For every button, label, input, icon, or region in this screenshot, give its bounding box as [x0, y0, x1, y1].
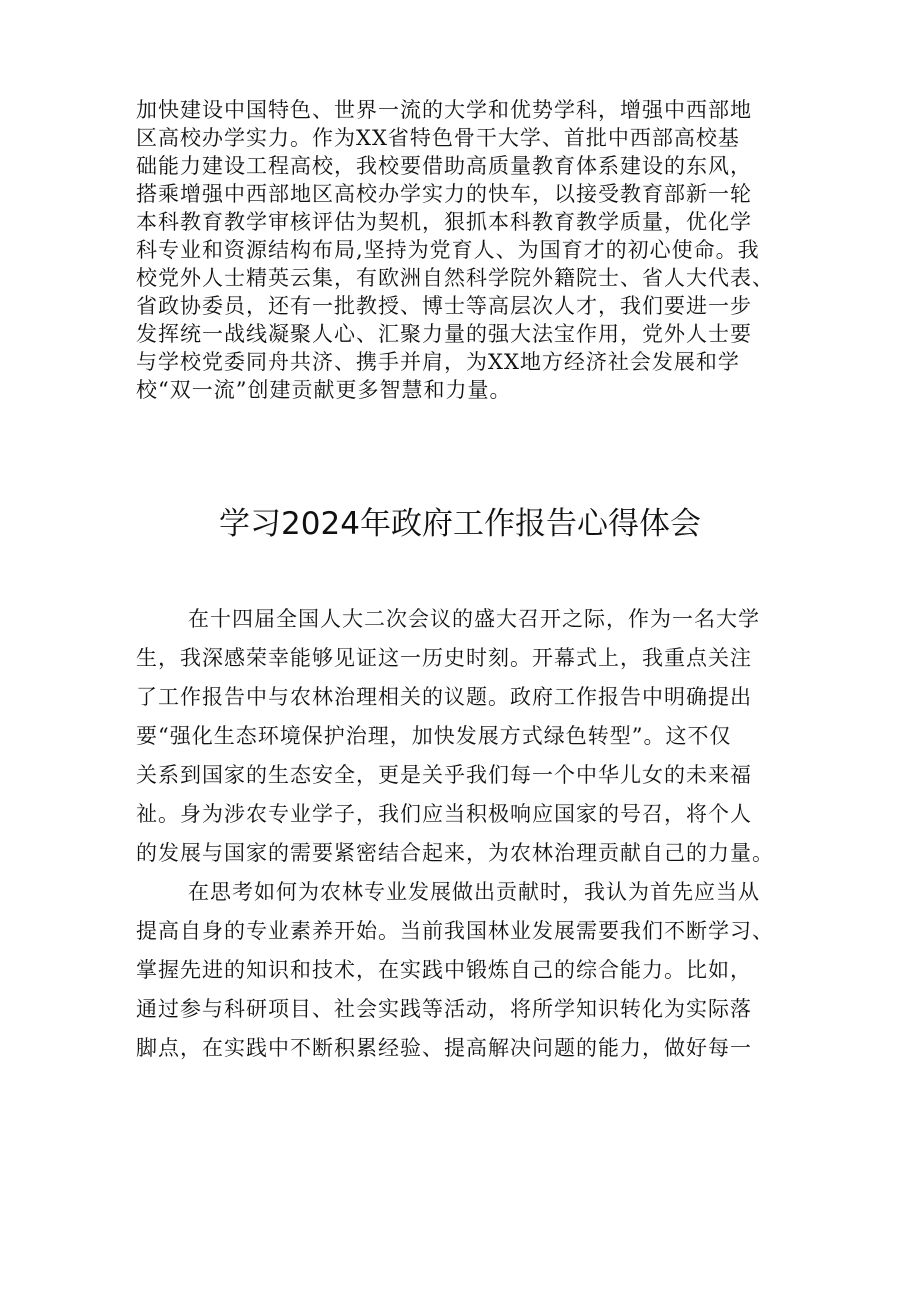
- intro-line: 发挥统一战线凝聚人心、汇聚力量的强大法宝作用，党外人士要: [136, 322, 752, 346]
- paragraph-line: 了工作报告中与农林治理相关的议题。政府工作报告中明确提出: [136, 685, 752, 709]
- intro-paragraph: [136, 96, 796, 404]
- paragraph-line: 生，我深感荣幸能够见证这一历史时刻。开幕式上，我重点关注: [136, 646, 752, 670]
- paragraph-line: 提高自身的专业素养开始。当前我国林业发展需要我们不断学习、: [136, 919, 774, 943]
- paragraph-line: 要“强化生态环境保护治理，加快发展方式绿色转型”。这不仅: [136, 724, 732, 748]
- intro-line: 与学校党委同舟共济、携手并肩，为XX地方经济社会发展和学: [136, 350, 740, 374]
- intro-line: 校“双一流”创建贡献更多智慧和力量。: [136, 378, 512, 402]
- paragraph-1: [136, 600, 796, 873]
- paragraph-line: 在思考如何为农林专业发展做出贡献时，我认为首先应当从: [188, 880, 760, 904]
- paragraph-2: [136, 873, 796, 1068]
- intro-line: 础能力建设工程高校，我校要借助高质量教育体系建设的东风，: [136, 154, 752, 178]
- paragraph-line: 掌握先进的知识和技术，在实践中锻炼自己的综合能力。比如，: [136, 958, 752, 982]
- paragraph-line: 脚点，在实践中不断积累经验、提高解决问题的能力，做好每一: [136, 1036, 752, 1060]
- body-text: [136, 600, 796, 1068]
- paragraph-line: 通过参与科研项目、社会实践等活动，将所学知识转化为实际落: [136, 997, 752, 1021]
- intro-line: 省政协委员，还有一批教授、博士等高层次人才，我们要进一步: [136, 294, 752, 318]
- intro-line: 科专业和资源结构布局,坚持为党育人、为国育才的初心使命。我: [136, 238, 760, 262]
- intro-line: 加快建设中国特色、世界一流的大学和优势学科，增强中西部地: [136, 98, 752, 122]
- paragraph-line: 祉。身为涉农专业学子，我们应当积极响应国家的号召，将个人: [136, 802, 752, 826]
- paragraph-line: 的发展与国家的需要紧密结合起来，为农林治理贡献自己的力量。: [136, 841, 774, 865]
- paragraph-line: 在十四届全国人大二次会议的盛大召开之际，作为一名大学: [188, 607, 760, 631]
- paragraph-line: 关系到国家的生态安全，更是关乎我们每一个中华儿女的未来福: [136, 763, 752, 787]
- intro-line: 区高校办学实力。作为XX省特色骨干大学、首批中西部高校基: [136, 126, 740, 150]
- page-title: 学习2024年政府工作报告心得体会: [219, 506, 701, 542]
- intro-line: 校党外人士精英云集，有欧洲自然科学院外籍院士、省人大代表、: [136, 266, 774, 290]
- intro-line: 本科教育教学审核评估为契机，狠抓本科教育教学质量，优化学: [136, 210, 752, 234]
- intro-line: 搭乘增强中西部地区高校办学实力的快车，以接受教育部新一轮: [136, 182, 752, 206]
